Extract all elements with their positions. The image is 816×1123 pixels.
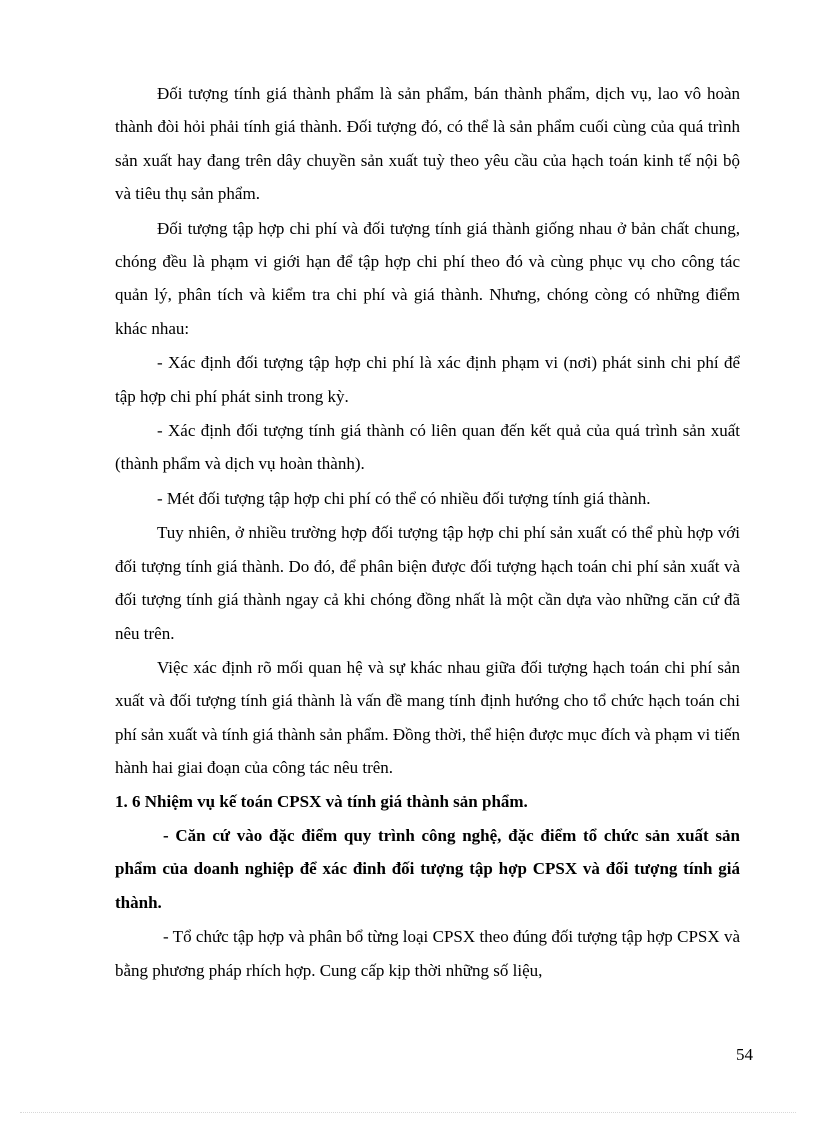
paragraph-however: Tuy nhiên, ở nhiều trường hợp đối tượng tập hợp chi phí sản xuất có thể phù hợp với đối tượng tính giá thành. Do đó, để phân biện được đối tượng hạch toán chi phí sản xuất và đối tượng tính giá thành ngay cả khi chóng đồng nhất là một cần dựa vào những căn cứ đã nêu trên. [115,523,740,643]
page-number: 54 [736,1045,753,1064]
footer-divider [20,1112,796,1113]
paragraph-bold-task: - Căn cứ vào đặc điểm quy trình công nghệ, đặc điểm tổ chức sản xuất sản phẩm của doanh nghiệp để xác đinh đối tượng tập hợp CPSX và đối tượng tính giá thành. [115,825,740,912]
paragraph-similarities: Đối tượng tập hợp chi phí và đối tượng tính giá thành giống nhau ở bản chất chung, chóng đều là phạm vi giới hạn để tập hợp chi phí theo đó và cùng phục vụ cho công tác quản lý, phân tích và kiểm tra chi phí và giá thành. Nhưng, chóng còng có những điểm khác nhau: [115,218,740,338]
section-heading: 1. 6 Nhiệm vụ kế toán CPSX và tính giá thành sản phẩm. [115,791,528,811]
document-body [115,77,740,987]
paragraph-bullet-cost-collection: - Xác định đối tượng tập hợp chi phí là xác định phạm vi (nơi) phát sinh chi phí để tập hợp chi phí phát sinh trong kỳ. [115,353,740,406]
paragraph-cost-object-definition: Đối tượng tính giá thành phẩm là sản phẩm, bán thành phẩm, dịch vụ, lao vô hoàn thành đòi hỏi phải tính giá thành. Đối tượng đó, có thể là sản phẩm cuối cùng của quá trình sản xuất hay đang trên dây chuyền sản xuất tuỳ theo yêu cầu của hạch toán kinh tế nội bộ và tiêu thụ sản phẩm. [115,84,740,204]
paragraph-last-task: - Tổ chức tập hợp và phân bổ từng loại CPSX theo đúng đối tượng tập hợp CPSX và bằng phương pháp rhích hợp. Cung cấp kịp thời những số liệu, [115,927,740,980]
paragraph-bullet-costing-object: - Xác định đối tượng tính giá thành có liên quan đến kết quả của quá trình sản xuất (thành phẩm và dịch vụ hoàn thành). [115,421,740,474]
paragraph-bullet-one-to-many: - Mét đối tượng tập hợp chi phí có thể có nhiều đối tượng tính giá thành. [157,488,651,508]
paragraph-relationship: Việc xác định rõ mối quan hệ và sự khác nhau giữa đối tượng hạch toán chi phí sản xuất và đối tượng tính giá thành là vấn đề mang tính định hướng cho tổ chức hạch toán chi phí sản xuất và tính giá thành sản phẩm. Đồng thời, thể hiện được mục đích và phạm vi tiến hành hai giai đoạn của công tác nêu trên. [115,657,740,778]
